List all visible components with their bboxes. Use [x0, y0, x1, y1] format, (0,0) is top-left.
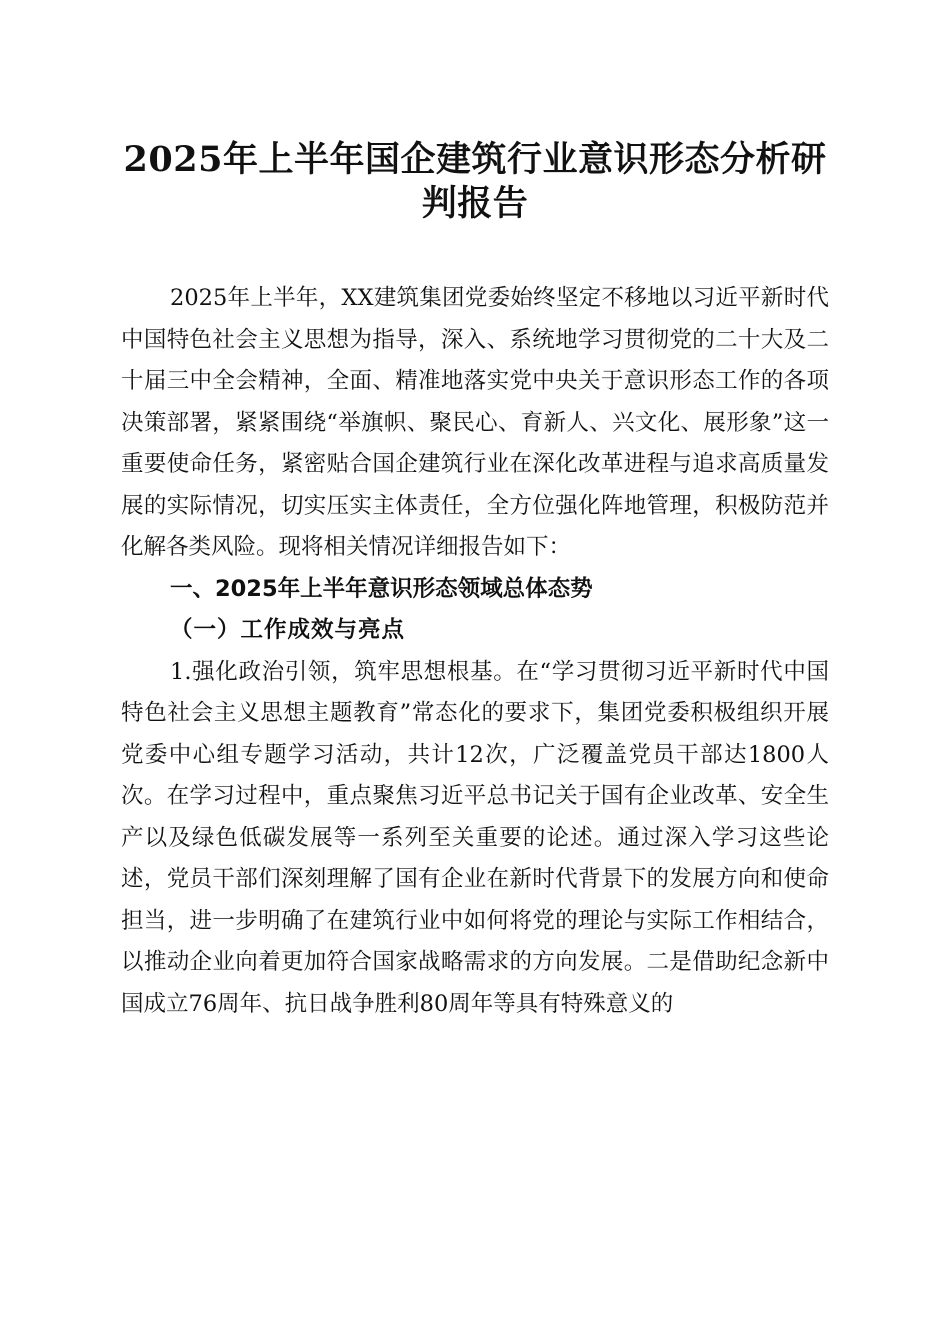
subsection-1-heading: （一）工作成效与亮点 — [170, 617, 406, 643]
section-1-heading: 一、2025年上半年意识形态领域总体态势 — [170, 575, 593, 602]
title-line-2: 判报告 — [421, 183, 529, 224]
title-line-1: 2025年上半年国企建筑行业意识形态分析研 — [123, 139, 827, 180]
document-title — [110, 138, 840, 226]
document-body — [121, 278, 829, 1025]
intro-text: 2025年上半年，XX建筑集团党委始终坚定不移地以习近平新时代中国特色社会主义思想为指导，深入、系统地学习贯彻党的二十大及二十届三中全会精神，全面、精准地落实党中央关于意识形态工作的各项决策部署，紧紧围绕“举旗帜、聚民心、育新人、兴文化、展形象”这一重要使命任务，紧密贴合国企建筑行业在深化改革进程与追求高质量发展的实际情况，切实压实主体责任，全方位强化阵地管理，积极防范并化解各类风险。现将相关情况详细报告如下： — [121, 285, 829, 560]
paragraph-1 — [121, 652, 829, 1026]
intro-paragraph — [121, 278, 829, 569]
paragraph-1-text: 1.强化政治引领，筑牢思想根基。在“学习贯彻习近平新时代中国特色社会主义思想主题教育”常态化的要求下，集团党委积极组织开展党委中心组专题学习活动，共计12次，广泛覆盖党员干部达1800人次。在学习过程中，重点聚焦习近平总书记关于国有企业改革、安全生产以及绿色低碳发展等一系列至关重要的论述。通过深入学习这些论述，党员干部们深刻理解了国有企业在新时代背景下的发展方向和使命担当，进一步明确了在建筑行业中如何将党的理论与实际工作相结合，以推动企业向着更加符合国家战略需求的方向发展。二是借助纪念新中国成立76周年、抗日战争胜利80周年等具有特殊意义的 — [121, 658, 829, 1017]
